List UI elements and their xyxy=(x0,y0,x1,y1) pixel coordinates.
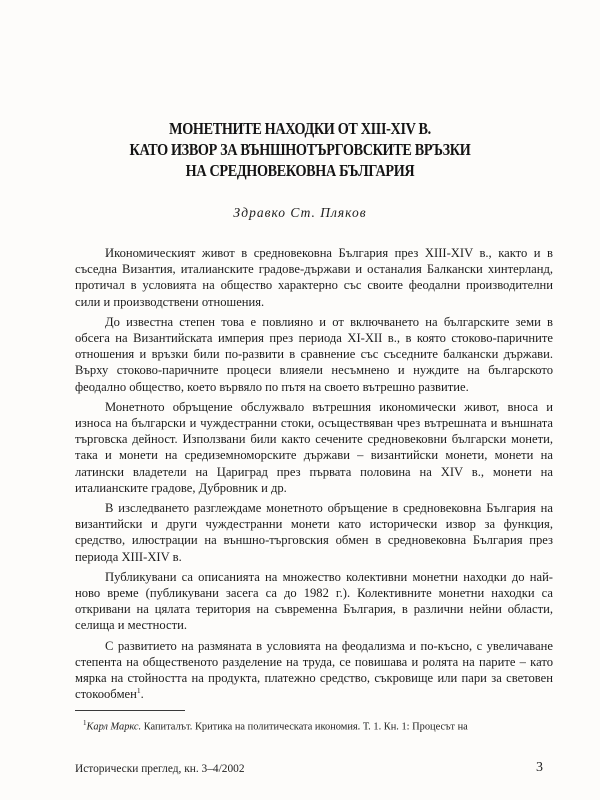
journal-citation: Исторически преглед, кн. 3–4/2002 xyxy=(75,763,245,775)
footnote-marker: 1 xyxy=(83,719,87,727)
title-line: КАТО ИЗВОР ЗА ВЪНШНОТЪРГОВСКИТЕ ВРЪЗКИ xyxy=(129,140,471,159)
body-paragraph-text: С развитието на размяната в условията на феодализма и по-късно, с увеличаване степента на общественото разделение на труда, се повишава и ролята на парите – като мярка на стойността на продукта, платежно средство, съкровище или пари за световен стокообмен xyxy=(75,638,553,702)
article-body xyxy=(75,245,553,706)
footnote xyxy=(75,717,553,733)
body-paragraph: Монетното обръщение обслужвало вътрешния икономически живот, вноса и износа на български и чуждестранни стоки, осъществяван чрез вътрешната и външната търговска дейност. Използвани били както сечените средновековни български монети, така и монети на средиземноморските държави – византийски монети, монети на латински владетели на Цариград през първата половина на XIV в., монети на италианските градове, Дубровник и др. xyxy=(75,399,553,495)
body-paragraph: Икономическият живот в средновековна България през XIII-XIV в., както и в съседна Византия, италианските градове-държави и останалия Балкански хинтерланд, протичал в условията на общество характерно със своите феодални производителни сили и производствени отношения. xyxy=(75,246,553,309)
body-paragraph: Публикувани са описанията на множество колективни монетни находки до най-ново време (публикувани засега са до 1982 г.). Колективните монетни находки са откривани на цялата територия на съвременна България, в различни нейни области, селища и местности. xyxy=(75,569,553,633)
article-title xyxy=(94,118,507,181)
author-name: Здравко Ст. Пляков xyxy=(233,205,367,220)
footnote-reference: 1 xyxy=(136,686,141,696)
footnote-text: Капиталът. Критика на политическата икономия. Т. 1. Кн. 1: Процесът на xyxy=(141,721,468,733)
footnote-divider xyxy=(75,710,185,711)
page-number: 3 xyxy=(536,760,543,775)
title-line: МОНЕТНИТЕ НАХОДКИ ОТ XIII-XIV В. xyxy=(169,119,431,138)
body-paragraph-last: С развитието на размяната в условията на феодализма и по-късно, с увеличаване степента на общественото разделение на труда, се повишава и ролята на парите – като мярка на стойността на продукта, платежно средство, съкровище или пари за световен стокообмен$^1$. xyxy=(75,638,553,702)
title-line: НА СРЕДНОВЕКОВНА БЪЛГАРИЯ xyxy=(185,161,415,180)
footnote-author: Карл Маркс. xyxy=(86,721,142,733)
body-paragraph: В изследването разглеждаме монетното обръщение в средновековна България на византийски и други чуждестранни монети като исторически извор за функция, средство, илюстрации на външно-търговския обмен в средновековна България през периода XIII-XIV в. xyxy=(75,501,553,564)
body-paragraph: До известна степен това е повлияно и от включването на българските земи в обсега на Византийската империя през периода XI-XII в., в която стоково-паричните отношения и връзки били по-развити в сравнение със съседните балкански държави. Върху стоково-паричните процеси влияели несъмнено и нуждите на българското феодално общество, което вървяло по пътя на своето вътрешно развитие. xyxy=(75,314,553,394)
